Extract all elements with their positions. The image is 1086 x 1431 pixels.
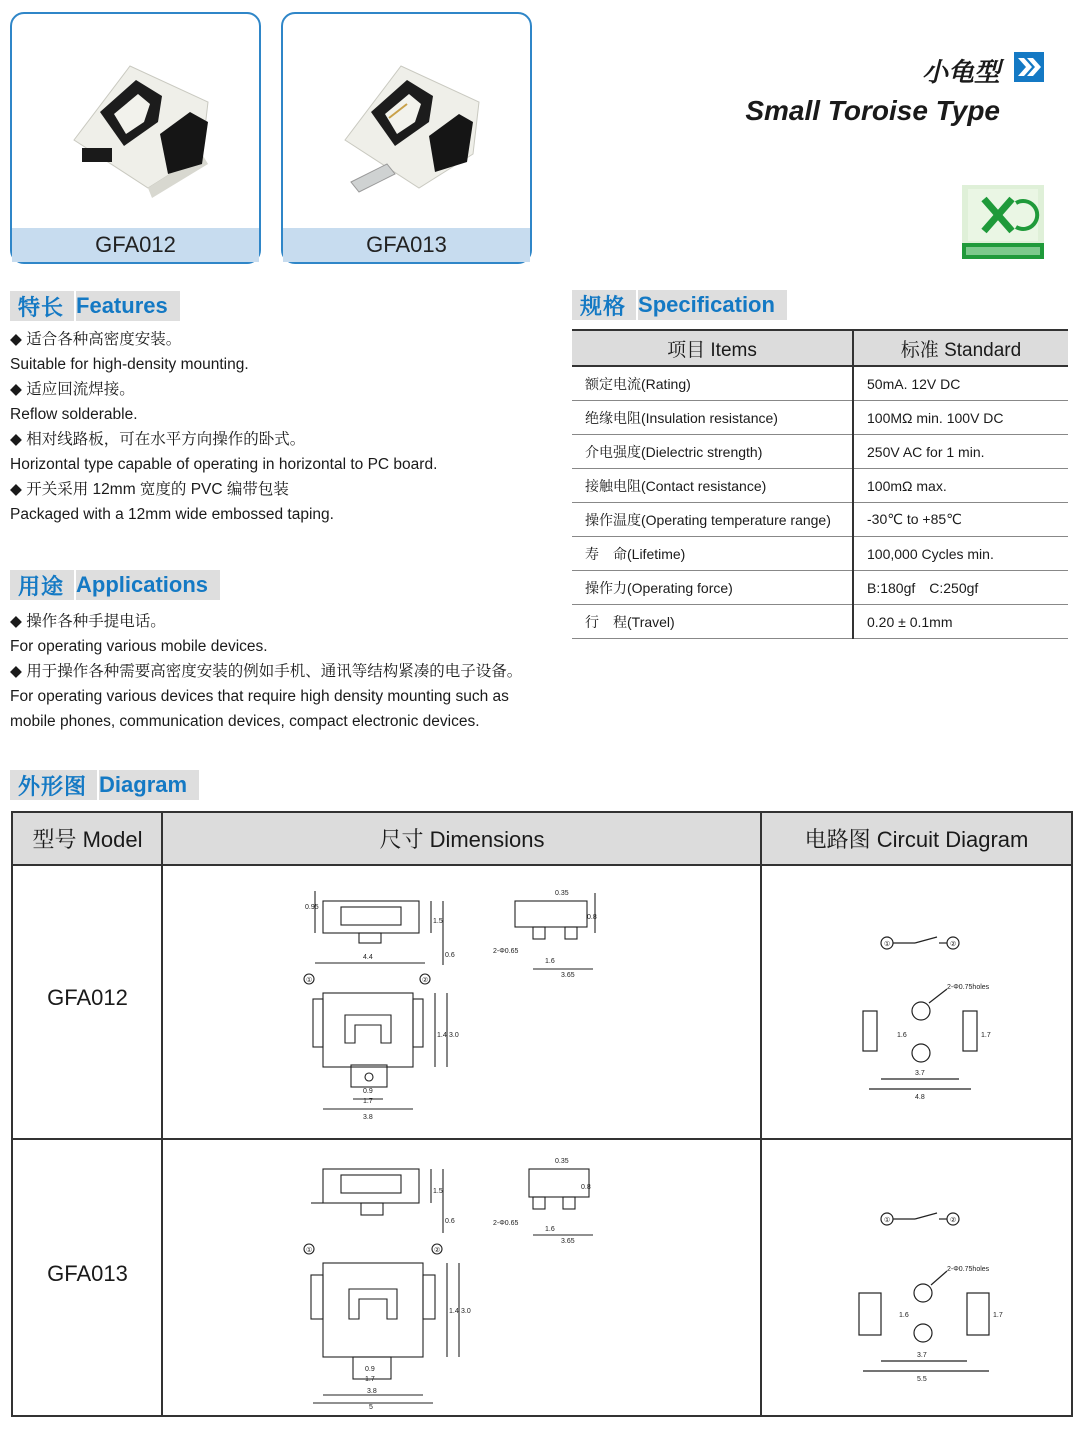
dim-label: 1.7 (981, 1032, 991, 1039)
pin-label: ② (950, 941, 957, 948)
dim-label: 2-Φ0.65 (493, 1220, 519, 1227)
product-card-gfa012 (10, 12, 261, 264)
feature-cn-1: ◆ 适合各种高密度安装。 (10, 327, 437, 352)
dim-label: 1.6 (899, 1312, 909, 1319)
spec-value: 50mA. 12V DC (853, 366, 1068, 401)
spec-row (572, 571, 1068, 605)
dim-label: 1.6 (545, 958, 555, 965)
dim-label: 5.5 (917, 1376, 927, 1383)
dim-label: 1.4 (437, 1032, 447, 1039)
circuit-diagram-gfa012 (843, 913, 1043, 1113)
feature-en-4: Packaged with a 12mm wide embossed taping. (10, 506, 334, 523)
spec-row (572, 366, 1068, 401)
specification-table (572, 329, 1068, 639)
specification-title-cn: 规格 (580, 293, 627, 319)
dim-label: 2-Φ0.75holes (947, 1266, 990, 1273)
double-chevron-right-icon (1014, 52, 1044, 82)
spec-item: 额定电流(Rating) (572, 366, 853, 401)
features-list (10, 327, 437, 527)
spec-header-row (572, 330, 1068, 366)
page-title-cn: 小龟型 (921, 57, 1000, 87)
dim-label: 1.5 (433, 1188, 443, 1195)
spec-value: -30℃ to +85℃ (853, 503, 1068, 537)
dim-label: 1.6 (897, 1032, 907, 1039)
dim-label: 4.4 (363, 954, 373, 961)
dim-label: 0.8 (587, 914, 597, 921)
application-en-2b: mobile phones, communication devices, compact electronic devices. (10, 713, 480, 730)
product-name-gfa012: GFA012 (12, 228, 259, 262)
dim-label: 1.6 (545, 1226, 555, 1233)
dim-label: 0.6 (445, 952, 455, 959)
dim-label: 0.35 (555, 1158, 569, 1165)
diagram-model-gfa012: GFA012 (47, 985, 128, 1010)
spec-value: B:180gf C:250gf (853, 571, 1068, 605)
dim-label: 0.35 (555, 890, 569, 897)
product-name-gfa013: GFA013 (283, 228, 530, 262)
feature-cn-4: ◆ 开关采用 12mm 宽度的 PVC 编带包装 (10, 477, 437, 502)
dim-label: 1.7 (993, 1312, 1003, 1319)
spec-row (572, 435, 1068, 469)
dim-label: 3.65 (561, 1238, 575, 1245)
dim-label: 0.6 (445, 1218, 455, 1225)
spec-row (572, 605, 1068, 639)
dim-label: 2-Φ0.75holes (947, 984, 990, 991)
dim-label: 5 (369, 1404, 373, 1411)
lead-free-certification-icon (962, 185, 1044, 259)
spec-item: 接触电阻(Contact resistance) (572, 469, 853, 503)
dim-label: 3.65 (561, 972, 575, 979)
feature-en-3: Horizontal type capable of operating in horizontal to PC board. (10, 456, 438, 473)
dim-label: 3.8 (363, 1114, 373, 1121)
spec-value: 100,000 Cycles min. (853, 537, 1068, 571)
diagram-table (11, 811, 1073, 1417)
spec-row (572, 537, 1068, 571)
application-en-2: For operating various devices that require high density mounting such as (10, 688, 509, 705)
spec-value: 100MΩ min. 100V DC (853, 401, 1068, 435)
specification-title-en: Specification (638, 292, 775, 317)
spec-item: 操作温度(Operating temperature range) (572, 503, 853, 537)
application-cn-1: ◆ 操作各种手提电话。 (10, 609, 522, 634)
spec-col-standard: 标准 Standard (853, 330, 1068, 366)
dim-label: 1.5 (433, 918, 443, 925)
dim-label: 3.7 (917, 1352, 927, 1359)
dim-label: 3.0 (461, 1308, 471, 1315)
dim-label: 3.8 (367, 1388, 377, 1395)
dim-label: 0.9 (365, 1366, 375, 1373)
dim-label: 4.8 (915, 1094, 925, 1101)
applications-list (10, 609, 522, 734)
spec-value: 0.20 ± 0.1mm (853, 605, 1068, 639)
dim-label: 2-Φ0.65 (493, 948, 519, 955)
pin-label: ② (434, 1247, 441, 1254)
specification-section-header (572, 290, 787, 320)
feature-cn-3: ◆ 相对线路板，可在水平方向操作的卧式。 (10, 427, 437, 452)
dimension-drawing-gfa013 (293, 1149, 593, 1411)
pin-label: ① (306, 977, 313, 984)
dim-label: 0.95 (305, 904, 319, 911)
applications-section-header (10, 570, 220, 600)
dim-label: 1.7 (365, 1376, 375, 1383)
spec-item: 绝缘电阻(Insulation resistance) (572, 401, 853, 435)
application-cn-2: ◆ 用于操作各种需要高密度安装的例如手机、通讯等结构紧凑的电子设备。 (10, 659, 522, 684)
product-card-gfa013 (281, 12, 532, 264)
applications-title-cn: 用途 (18, 573, 65, 599)
dim-label: 1.7 (363, 1098, 373, 1105)
feature-en-1: Suitable for high-density mounting. (10, 356, 249, 373)
diagram-title-en: Diagram (99, 772, 188, 797)
diagram-model-gfa013: GFA013 (47, 1261, 128, 1286)
dim-label: 1.4 (449, 1308, 459, 1315)
dim-label: 0.9 (363, 1088, 373, 1095)
spec-item: 介电强度(Dielectric strength) (572, 435, 853, 469)
spec-row (572, 469, 1068, 503)
features-section-header (10, 291, 180, 321)
application-en-1: For operating various mobile devices. (10, 638, 268, 655)
circuit-diagram-gfa013 (843, 1189, 1053, 1389)
feature-en-2: Reflow solderable. (10, 406, 138, 423)
dim-label: 3.0 (449, 1032, 459, 1039)
dim-label: 3.7 (915, 1070, 925, 1077)
pin-label: ① (884, 941, 891, 948)
spec-row (572, 401, 1068, 435)
diagram-col-circuit: 电路图 Circuit Diagram (762, 813, 1071, 866)
pin-label: ② (422, 977, 429, 984)
product-photo-gfa012 (12, 14, 259, 228)
diagram-section-header (10, 770, 199, 800)
spec-value: 250V AC for 1 min. (853, 435, 1068, 469)
spec-item: 寿 命(Lifetime) (572, 537, 853, 571)
spec-item: 操作力(Operating force) (572, 571, 853, 605)
applications-title-en: Applications (76, 572, 209, 597)
product-photo-gfa013 (283, 14, 530, 228)
diagram-title-cn: 外形图 (18, 773, 88, 799)
pin-label: ① (884, 1217, 891, 1224)
spec-row (572, 503, 1068, 537)
diagram-col-model: 型号 Model (13, 813, 162, 866)
dim-label: 0.8 (581, 1184, 591, 1191)
spec-item: 行 程(Travel) (572, 605, 853, 639)
features-title-cn: 特长 (18, 294, 65, 320)
feature-cn-2: ◆ 适应回流焊接。 (10, 377, 437, 402)
spec-col-items: 项目 Items (572, 330, 853, 366)
pin-label: ① (306, 1247, 313, 1254)
spec-value: 100mΩ max. (853, 469, 1068, 503)
dimension-drawing-gfa012 (293, 873, 597, 1133)
page-title-en: Small Toroise Type (745, 95, 1000, 126)
diagram-col-dimensions: 尺寸 Dimensions (162, 813, 762, 866)
pin-label: ② (950, 1217, 957, 1224)
features-title-en: Features (76, 293, 168, 318)
